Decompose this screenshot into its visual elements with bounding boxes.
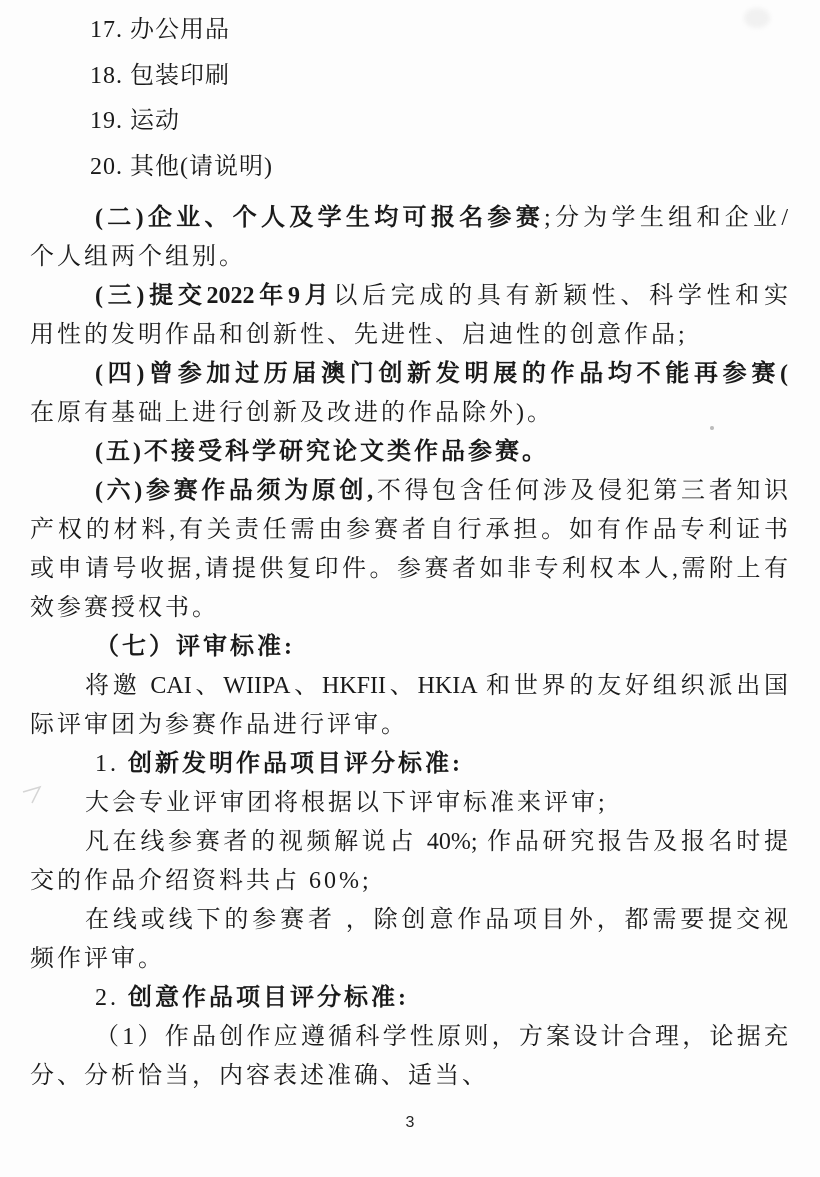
- text-run: （1）作品创作应遵循科学性原则，方案设计合理，论据充: [95, 1024, 788, 1050]
- text-line: [30, 979, 788, 1018]
- text-line: [30, 316, 788, 355]
- text-run: 17. 办公用品: [90, 17, 230, 43]
- text-run: 产权的材料,有关责任需由参赛者自行承担。如有作品专利证书: [30, 517, 788, 543]
- bold-text-run: (二)企业、个人及学生均可报名参赛: [95, 205, 544, 231]
- text-run: 凡在线参赛者的视频解说占 40%; 作品研究报告及报名时提: [85, 829, 788, 855]
- bold-text-run: （七）评审标准:: [95, 634, 295, 660]
- text-line: [30, 511, 788, 550]
- text-line: [30, 99, 788, 145]
- text-run: 频作评审。: [30, 946, 165, 972]
- text-line: [30, 1057, 788, 1096]
- text-run: 将邀 CAI、WIIPA、HKFII、HKIA 和世界的友好组织派出国: [85, 673, 788, 699]
- text-line: [30, 1018, 788, 1057]
- text-line: [30, 550, 788, 589]
- text-line: [30, 823, 788, 862]
- text-line: [30, 472, 788, 511]
- bold-text-run: (三)提交2022年9月: [95, 283, 334, 309]
- text-run: 交的作品介绍资料共占 60%;: [30, 868, 372, 894]
- text-line: [30, 667, 788, 706]
- text-run: 效参赛授权书。: [30, 595, 219, 621]
- text-line: [30, 238, 788, 277]
- bold-text-run: 创新发明作品项目评分标准:: [128, 751, 463, 777]
- text-run: 20. 其他(请说明): [90, 153, 273, 180]
- text-line: [30, 277, 788, 316]
- text-run: 在原有基础上进行创新及改进的作品除外)。: [30, 400, 554, 426]
- text-run: 1.: [95, 751, 128, 777]
- text-line: [30, 706, 788, 745]
- text-line: [30, 54, 788, 100]
- text-line: [30, 901, 788, 940]
- text-run: 用性的发明作品和创新性、先进性、启迪性的创意作品;: [30, 322, 688, 348]
- text-line: [30, 145, 788, 191]
- text-run: 在线或线下的参赛者 ，除创意作品项目外，都需要提交视: [85, 907, 788, 933]
- text-line: [30, 394, 788, 433]
- page-number: 3: [405, 1114, 415, 1131]
- bold-text-run: (五)不接受科学研究论文类作品参赛。: [95, 439, 549, 465]
- text-run: 不得包含任何涉及侵犯第三者知识: [373, 478, 788, 504]
- text-line: [30, 628, 788, 667]
- text-line: [30, 8, 788, 54]
- text-run: 以后完成的具有新颖性、科学性和实: [333, 283, 788, 309]
- text-run: 18. 包装印刷: [90, 62, 230, 89]
- bold-text-run: (六)参赛作品须为原创,: [95, 478, 374, 504]
- text-run: 或申请号收据,请提供复印件。参赛者如非专利权本人,需附上有: [30, 556, 788, 582]
- text-run: 大会专业评审团将根据以下评审标准来评审;: [85, 790, 608, 816]
- text-lines: [30, 8, 788, 1096]
- text-line: [30, 433, 788, 472]
- text-line: [30, 589, 788, 628]
- bold-text-run: 创意作品项目评分标准:: [128, 985, 409, 1011]
- text-run: 分、分析恰当，内容表述准确、适当、: [30, 1063, 489, 1089]
- text-run: ;分为学生组和企业/: [544, 205, 788, 231]
- text-run: 际评审团为参赛作品进行评审。: [30, 712, 408, 738]
- text-line: [30, 355, 788, 394]
- text-line: [30, 784, 788, 823]
- text-run: 2.: [95, 985, 128, 1011]
- bold-text-run: (四)曾参加过历届澳门创新发明展的作品均不能再参赛(: [95, 361, 788, 387]
- text-line: [30, 940, 788, 979]
- text-run: 个人组两个组别。: [30, 244, 246, 270]
- text-line: [30, 745, 788, 784]
- text-run: 19. 运动: [90, 108, 180, 134]
- text-line: [30, 199, 788, 238]
- text-line: [30, 862, 788, 901]
